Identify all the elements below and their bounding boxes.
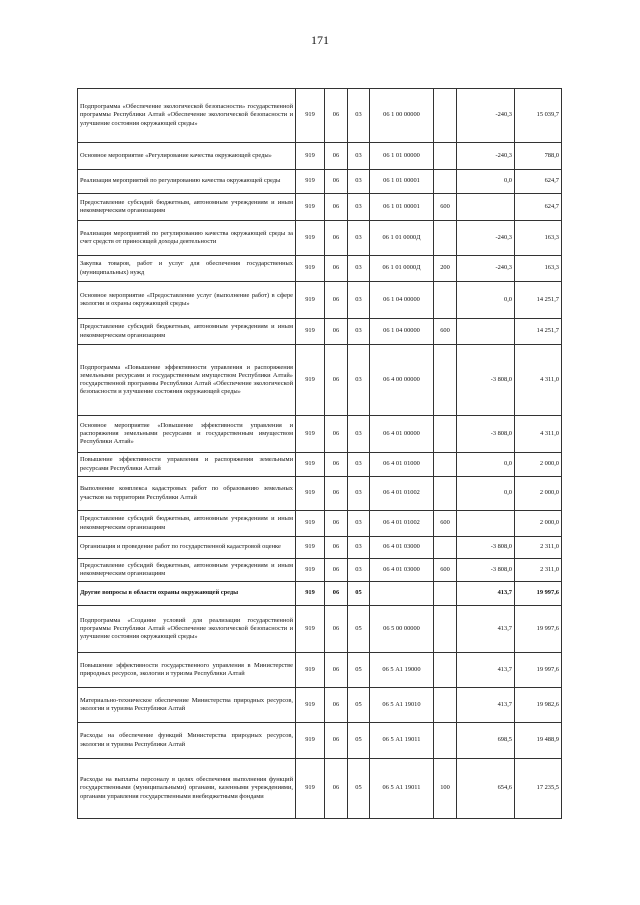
cell-change: 413,7 [457, 606, 515, 653]
row-name: Повышение эффективности управления и распоряжения земельными ресурсами Республики Алтай [78, 453, 296, 477]
cell-change [457, 194, 515, 221]
row-name: Предоставление субсидий бюджетным, автономным учреждениям и иным некоммерческим организациям [78, 194, 296, 221]
cell-gr: 919 [296, 582, 325, 606]
cell-vr [434, 582, 457, 606]
budget-table [77, 88, 562, 819]
cell-csr: 06 5 00 00000 [370, 606, 434, 653]
cell-gr: 919 [296, 194, 325, 221]
row-name: Материально-техническое обеспечение Министерства природных ресурсов, экологии и туризма Республики Алтай [78, 688, 296, 723]
cell-change: 413,7 [457, 653, 515, 688]
cell-csr: 06 4 00 00000 [370, 345, 434, 416]
row-name: Предоставление субсидий бюджетным, автономным учреждениям и иным некоммерческим организациям [78, 511, 296, 537]
cell-gr: 919 [296, 537, 325, 559]
cell-change [457, 511, 515, 537]
row-name: Организация и проведение работ по государственной кадастровой оценке [78, 537, 296, 559]
table-row [78, 345, 562, 416]
cell-pr: 03 [348, 319, 370, 345]
cell-vr: 600 [434, 194, 457, 221]
cell-total: 788,0 [515, 143, 562, 170]
row-name: Реализация мероприятий по регулированию качества окружающей среды [78, 170, 296, 194]
cell-pr: 05 [348, 606, 370, 653]
cell-gr: 919 [296, 453, 325, 477]
cell-vr [434, 221, 457, 256]
cell-pr: 05 [348, 653, 370, 688]
cell-pr: 03 [348, 89, 370, 143]
table-row [78, 559, 562, 582]
cell-rz: 06 [325, 511, 348, 537]
cell-vr [434, 537, 457, 559]
cell-gr: 919 [296, 143, 325, 170]
cell-csr: 06 1 01 00000 [370, 143, 434, 170]
table-row [78, 89, 562, 143]
cell-csr: 06 5 А1 19000 [370, 653, 434, 688]
cell-rz: 06 [325, 653, 348, 688]
cell-pr: 05 [348, 688, 370, 723]
cell-csr: 06 1 04 00000 [370, 319, 434, 345]
cell-gr: 919 [296, 416, 325, 453]
row-name: Основное мероприятие «Повышение эффективности управления и распоряжения земельными ресурсами и государственным имуществом Республики Алтай» [78, 416, 296, 453]
cell-total: 14 251,7 [515, 319, 562, 345]
cell-pr: 03 [348, 559, 370, 582]
cell-vr: 200 [434, 256, 457, 282]
cell-csr: 06 4 01 01002 [370, 511, 434, 537]
cell-total: 19 982,6 [515, 688, 562, 723]
cell-csr: 06 1 01 00001 [370, 170, 434, 194]
table-row [78, 256, 562, 282]
cell-change: -240,3 [457, 89, 515, 143]
row-name: Подпрограмма «Повышение эффективности управления и распоряжения земельными ресурсами и государственным имуществом Республики Алтай» государственной программы Республики Алтай «Обеспечение экологической безопасности и улучшение состояния окружающей среды» [78, 345, 296, 416]
cell-change: 413,7 [457, 688, 515, 723]
cell-gr: 919 [296, 256, 325, 282]
cell-change: -3 808,0 [457, 537, 515, 559]
cell-total: 19 488,9 [515, 723, 562, 759]
cell-rz: 06 [325, 345, 348, 416]
table-row [78, 759, 562, 819]
cell-rz: 06 [325, 221, 348, 256]
table-row [78, 194, 562, 221]
cell-total: 163,3 [515, 256, 562, 282]
cell-rz: 06 [325, 143, 348, 170]
cell-vr [434, 143, 457, 170]
cell-vr: 600 [434, 559, 457, 582]
cell-rz: 06 [325, 256, 348, 282]
cell-pr: 03 [348, 282, 370, 319]
table-row [78, 453, 562, 477]
cell-pr: 03 [348, 256, 370, 282]
cell-rz: 06 [325, 559, 348, 582]
cell-vr: 600 [434, 319, 457, 345]
cell-total: 14 251,7 [515, 282, 562, 319]
cell-pr: 03 [348, 453, 370, 477]
row-name: Выполнение комплекса кадастровых работ по образованию земельных участков на территории Республики Алтай [78, 477, 296, 511]
row-name: Подпрограмма «Создание условий для реализации государственной программы Республики Алтай «Обеспечение экологической безопасности и улучшение состояния окружающей среды» [78, 606, 296, 653]
table-row [78, 319, 562, 345]
row-name: Повышение эффективности государственного управления в Министерстве природных ресурсов, экологии и туризма Республики Алтай [78, 653, 296, 688]
cell-gr: 919 [296, 319, 325, 345]
cell-csr: 06 4 01 01000 [370, 453, 434, 477]
cell-change: 413,7 [457, 582, 515, 606]
cell-vr [434, 170, 457, 194]
cell-total: 2 311,0 [515, 537, 562, 559]
cell-gr: 919 [296, 511, 325, 537]
cell-rz: 06 [325, 170, 348, 194]
cell-total: 17 235,5 [515, 759, 562, 819]
cell-total: 2 000,0 [515, 453, 562, 477]
table-row [78, 143, 562, 170]
row-name: Расходы на выплаты персоналу в целях обеспечения выполнения функций государственными (муниципальными) органами, казенными учреждениями, органами управления государственными внебюджетными фондами [78, 759, 296, 819]
cell-csr [370, 582, 434, 606]
cell-gr: 919 [296, 221, 325, 256]
cell-change: -3 808,0 [457, 559, 515, 582]
table-row [78, 511, 562, 537]
cell-total: 4 311,0 [515, 345, 562, 416]
cell-change: 0,0 [457, 477, 515, 511]
row-name: Предоставление субсидий бюджетным, автономным учреждениям и иным некоммерческим организациям [78, 319, 296, 345]
cell-gr: 919 [296, 170, 325, 194]
table-row [78, 723, 562, 759]
cell-rz: 06 [325, 759, 348, 819]
cell-pr: 03 [348, 511, 370, 537]
row-name: Подпрограмма «Обеспечение экологической безопасности» государственной программы Республики Алтай «Обеспечение экологической безопасности и улучшение состояния окружающей среды» [78, 89, 296, 143]
cell-change: 0,0 [457, 453, 515, 477]
cell-total: 2 311,0 [515, 559, 562, 582]
cell-gr: 919 [296, 653, 325, 688]
cell-csr: 06 4 01 03000 [370, 559, 434, 582]
cell-gr: 919 [296, 345, 325, 416]
cell-csr: 06 1 01 0000Д [370, 221, 434, 256]
cell-rz: 06 [325, 453, 348, 477]
page-number: 171 [311, 33, 329, 47]
cell-gr: 919 [296, 759, 325, 819]
cell-total: 19 997,6 [515, 653, 562, 688]
cell-total: 624,7 [515, 170, 562, 194]
cell-rz: 06 [325, 582, 348, 606]
row-name: Закупка товаров, работ и услуг для обеспечения государственных (муниципальных) нужд [78, 256, 296, 282]
cell-vr [434, 345, 457, 416]
row-name: Основное мероприятие «Регулирование качества окружающей среды» [78, 143, 296, 170]
cell-total: 163,3 [515, 221, 562, 256]
cell-change: -240,3 [457, 221, 515, 256]
cell-vr: 600 [434, 511, 457, 537]
cell-gr: 919 [296, 282, 325, 319]
cell-pr: 03 [348, 170, 370, 194]
cell-pr: 03 [348, 416, 370, 453]
cell-rz: 06 [325, 194, 348, 221]
row-name: Другие вопросы в области охраны окружающей среды [78, 582, 296, 606]
cell-gr: 919 [296, 477, 325, 511]
cell-total: 2 000,0 [515, 477, 562, 511]
cell-vr [434, 282, 457, 319]
cell-change: -240,3 [457, 256, 515, 282]
cell-gr: 919 [296, 89, 325, 143]
table-row [78, 416, 562, 453]
table-row [78, 282, 562, 319]
cell-vr: 100 [434, 759, 457, 819]
cell-vr [434, 606, 457, 653]
cell-csr: 06 4 01 03000 [370, 537, 434, 559]
cell-rz: 06 [325, 319, 348, 345]
cell-rz: 06 [325, 416, 348, 453]
cell-total: 15 039,7 [515, 89, 562, 143]
cell-rz: 06 [325, 606, 348, 653]
cell-rz: 06 [325, 537, 348, 559]
cell-change: -240,3 [457, 143, 515, 170]
cell-change: -3 808,0 [457, 345, 515, 416]
cell-rz: 06 [325, 688, 348, 723]
cell-gr: 919 [296, 559, 325, 582]
cell-change [457, 319, 515, 345]
cell-total: 19 997,6 [515, 606, 562, 653]
cell-csr: 06 5 А1 19011 [370, 723, 434, 759]
cell-change: 0,0 [457, 170, 515, 194]
table-row [78, 537, 562, 559]
cell-pr: 05 [348, 723, 370, 759]
cell-rz: 06 [325, 723, 348, 759]
cell-gr: 919 [296, 606, 325, 653]
row-name: Основное мероприятие «Предоставление услуг (выполнение работ) в сфере экологии и охраны окружающей среды» [78, 282, 296, 319]
cell-vr [434, 688, 457, 723]
cell-rz: 06 [325, 282, 348, 319]
cell-pr: 03 [348, 537, 370, 559]
cell-total: 19 997,6 [515, 582, 562, 606]
cell-change: 654,6 [457, 759, 515, 819]
table-row [78, 582, 562, 606]
cell-change: 0,0 [457, 282, 515, 319]
cell-vr [434, 416, 457, 453]
cell-csr: 06 1 00 00000 [370, 89, 434, 143]
cell-vr [434, 653, 457, 688]
table-row [78, 221, 562, 256]
table-row [78, 653, 562, 688]
cell-change: -3 808,0 [457, 416, 515, 453]
cell-total: 624,7 [515, 194, 562, 221]
row-name: Реализация мероприятий по регулированию качества окружающей среды за счет средств от приносящей доходы деятельности [78, 221, 296, 256]
cell-pr: 03 [348, 221, 370, 256]
cell-pr: 03 [348, 477, 370, 511]
cell-rz: 06 [325, 477, 348, 511]
cell-pr: 03 [348, 194, 370, 221]
cell-csr: 06 1 04 00000 [370, 282, 434, 319]
cell-csr: 06 4 01 01002 [370, 477, 434, 511]
cell-total: 4 311,0 [515, 416, 562, 453]
table-row [78, 477, 562, 511]
cell-vr [434, 477, 457, 511]
table-row [78, 688, 562, 723]
cell-vr [434, 723, 457, 759]
cell-gr: 919 [296, 688, 325, 723]
cell-csr: 06 1 01 00001 [370, 194, 434, 221]
cell-csr: 06 5 А1 19011 [370, 759, 434, 819]
cell-csr: 06 5 А1 19010 [370, 688, 434, 723]
cell-total: 2 000,0 [515, 511, 562, 537]
cell-pr: 03 [348, 345, 370, 416]
cell-vr [434, 89, 457, 143]
cell-pr: 03 [348, 143, 370, 170]
cell-csr: 06 4 01 00000 [370, 416, 434, 453]
table-row [78, 606, 562, 653]
cell-pr: 05 [348, 582, 370, 606]
row-name: Расходы на обеспечение функций Министерства природных ресурсов, экологии и туризма Республики Алтай [78, 723, 296, 759]
table-row [78, 170, 562, 194]
cell-csr: 06 1 01 0000Д [370, 256, 434, 282]
row-name: Предоставление субсидий бюджетным, автономным учреждениям и иным некоммерческим организациям [78, 559, 296, 582]
cell-gr: 919 [296, 723, 325, 759]
cell-vr [434, 453, 457, 477]
cell-change: 698,5 [457, 723, 515, 759]
cell-rz: 06 [325, 89, 348, 143]
cell-pr: 05 [348, 759, 370, 819]
